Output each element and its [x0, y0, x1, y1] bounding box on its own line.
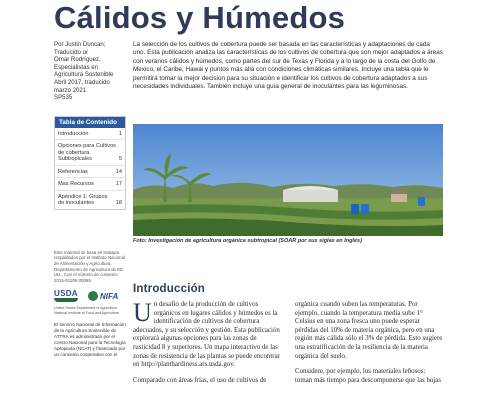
intro-paragraph: La selección de los cultivos de cobertura puede ser basada en las características y adaptaciones de cada uno. Esta publicación analiza las características de los cultivos de cobertura que son mejor adaptados a áreas con veranos cálidos y húmedos, como partes del sur de Texas y Florida y a lo largo de la costa del Golfo de Mexico, el Caribe, Hawái y puntos más allá con condiciones climáticas similares. Incluye una tabla que le permitirá tomar la mejor decision para su situación e identificar los cultivos de cobertura adaptados a sus necesidades individuales. También incluye una guía general de inoculantes para las leguminosas.	[133, 41, 443, 91]
nifa-logo-mark	[88, 291, 98, 301]
usda-logo-text: USDA	[54, 289, 78, 299]
section-heading-introduccion: Introducción	[133, 283, 206, 295]
table-of-contents	[54, 116, 126, 210]
toc-item-opciones[interactable]	[55, 140, 125, 166]
body-column-left	[133, 298, 281, 385]
toc-item-label: Opciones para Cultivos de cobertura Subtropicales	[58, 143, 116, 163]
toc-item-introduccion[interactable]	[55, 128, 125, 141]
body-paragraph: Considere, por ejemplo, los materiales leñosos: toman más tiempo para descomponerse que las hojas	[295, 368, 442, 384]
body-paragraph: orgánica cuando suben las temperaturas. Por ejemplo, cuando la temperatura media sube 1° Celsius en una zona fresca uno puede esperar pérdidas del 10% de materia orgánica, pero en una región más cálida sólo el 3% de pérdida. Esto sugiere una estratificación de la resiliencia de la materia orgánica del suelo.	[295, 301, 443, 360]
attra-note: El servicio Nacional de Información de la Agricultura Sostenible de ATTRA es administrado por el Centro Nacional para la Tecnología Apropiada (NCAT) y financiado por un convenio cooperativo con el	[54, 321, 126, 357]
farm-photo-image	[133, 124, 443, 236]
toc-item-label: Introducción	[58, 130, 89, 137]
farm-photo	[133, 124, 443, 236]
body-column-right	[295, 301, 443, 385]
toc-item-label: Referencias	[58, 168, 88, 175]
body-paragraph	[133, 298, 281, 370]
usda-logo-mark	[54, 298, 78, 302]
logo-caption: United States Department of Agriculture National Institute of Food and Agriculture	[54, 306, 119, 315]
byline-line: Omar Rodríguez,	[54, 56, 101, 64]
toc-item-page: 14	[115, 168, 122, 175]
logos	[54, 289, 126, 303]
byline-line: Traducido or	[54, 48, 88, 56]
byline-line: Por Justin Duncan;	[54, 41, 106, 48]
drop-cap: U	[133, 298, 152, 327]
toc-item-label: Mas Recursos	[58, 181, 94, 188]
body-paragraph: Comparado con áreas frías, el uso de cultivos de	[133, 376, 267, 384]
funding-note: Este material se basa en trabajos respaldados por el Instituto Nacional de Alimentación y Agricultura, Departamento de Agricultura de EE. UU., Con el número de convenio 2015-51106-20085.	[54, 249, 126, 283]
toc-item-label: Apéndice 1: Grupos de inoculantes	[58, 193, 108, 207]
byline-line: Abril 2017, traducido	[54, 78, 110, 86]
page-title: Cálidos y Húmedos	[54, 0, 346, 35]
body-text: n desafío de la producción de cultivos orgánicos en lugares cálidos y húmedos es la identificación de cultivos de cobertura adecuados, y su selección y gestión. Esta publicación explorará algunas opciones para las zonas de rusticidad 8 y superiores. Un mapa interactivo de las zonas de resistencia de las plantas se puede encontrar en http://planthardiness.ars.usda.gov.	[133, 301, 280, 369]
nifa-logo	[88, 291, 118, 301]
toc-item-page: 1	[118, 130, 122, 137]
toc-item-apendice[interactable]	[55, 191, 125, 209]
byline-line: SP535	[54, 94, 73, 102]
toc-header: Tabla de Contenido	[55, 117, 125, 128]
sidebar	[54, 41, 126, 358]
nifa-logo-text: NIFA	[100, 291, 119, 301]
byline-line: marzo 2021	[54, 86, 87, 94]
toc-item-page: 18	[115, 200, 122, 207]
toc-item-referencias[interactable]	[55, 166, 125, 179]
byline-line: Especialistas en	[54, 63, 99, 71]
usda-logo	[54, 289, 78, 303]
byline-line: Agricultura Sostenible	[54, 71, 114, 79]
toc-item-page: 5	[118, 156, 122, 163]
byline	[54, 41, 126, 102]
photo-caption: Foto: Investigación de agricultura orgánica subtropical (SOAR por sus siglas en Inglés)	[133, 238, 362, 244]
toc-item-mas-recursos[interactable]	[55, 178, 125, 191]
toc-item-page: 17	[115, 181, 122, 188]
